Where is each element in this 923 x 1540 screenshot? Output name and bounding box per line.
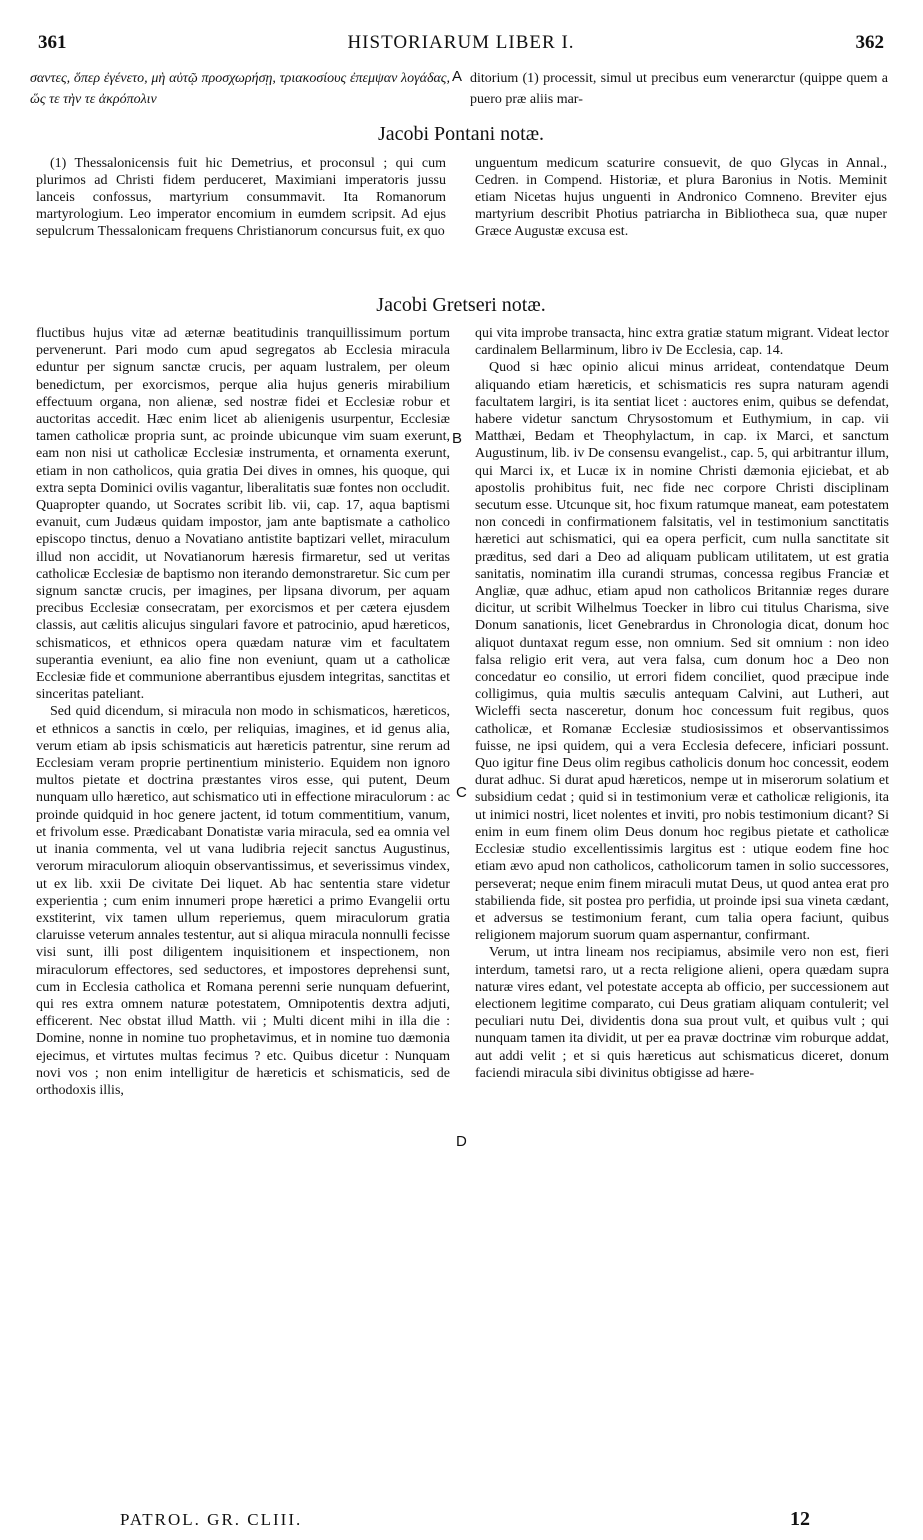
footer-sheet-number: 12 bbox=[790, 1508, 810, 1530]
margin-letter-a: A bbox=[452, 68, 463, 85]
margin-letter-b: B bbox=[452, 430, 463, 447]
pontani-notes-right bbox=[475, 155, 887, 240]
paragraph: Verum, ut intra lineam nos recipiamus, absimile vero non est, fieri interdum, tametsi raro, ut a recta religione alieni, opera quædam supra naturæ vires edant, vel potestate accepta ab officio, per successionem aut electionem legitime comparato, cui Deus gratiam aliquam contulerit; vel peculiari nutu Dei, dividentis dona sua prout vult, et quibus vult ; qui nunquam tamen ita dividit, ut per ea pravæ doctrinæ vim roburque addat, aut addi velit ; et si quis hæreticus aut schismaticus diceret, donum faciendi miracula sibi divinitus obtigisse ad hære- bbox=[475, 945, 889, 1081]
page-number-right: 362 bbox=[855, 32, 884, 53]
gretseri-notes-left bbox=[36, 325, 450, 1099]
pontani-note-text: unguentum medicum scaturire consuevit, de quo Glycas in Annal., Cedren. in Compend. Historiæ, et plura Baronius in Notis. Meminit etiam Nicetas hujus unguenti in Andronico Comneno. Breviter ejus martyrium describit Photius patriarcha in Bibliotheca sua, quæ nuper Græce Augustæ excusa est. bbox=[475, 156, 887, 239]
running-title: HISTORIARUM LIBER I. bbox=[347, 32, 575, 53]
pontani-heading: Jacobi Pontani notæ. bbox=[377, 123, 545, 145]
paragraph: fluctibus hujus vitæ ad æternæ beatitudinis tranquillissimum portum pervenerunt. Pari modo cum apud segregatos ab Ecclesia miracula eduntur per signum sanctæ crucis, per aquam lustralem, per oleum benedictum, per exorcismos, perque alia hujus generis mirabilium effectuum organa, non alienæ, sed nostræ fidei et Ecclesiæ robur et auctoritas accedit. Hæc enim licet ab alienigenis usurpentur, Ecclesiæ tamen catholicæ propria sunt, ac proinde ubicunque vim suam exerunt, eam non nisi ut catholicæ Ecclesiæ instrumenta, et ornamenta exerunt, etiam in non catholicos, quia gratia Dei dives in omnes, his quoque, qui extra septa Dominici ovilis vagantur, liberalitatis suæ fontes non occludit. Quapropter quando, ut Socrates scribit lib. vii, cap. 17, aqua baptismi evanuit, cum Judæus quidam impostor, jam ante baptismate a catholico episcopo tinctus, denuo a Novatiano antistite baptizari vellet, miraculum illud non accidit, ut Novatianorum hæresis firmaretur, sed ut veritas catholicæ Ecclesiæ de baptismo non iterando demonstraretur. Sic cum per signum sanctæ crucis, per imagines, per lipsana divorum, per aquam precibus Ecclesiæ consecratam, per exorcismos et per cætera ejusdem classis, aut cælitis alicujus singulari favore et patrocinio, apud hæreticos, schismaticos, et ethnicos opera quædam naturæ vim et facultatem superantia eveniunt, ea alio fine non eveniunt, quam ut a catholicæ Ecclesiæ fide et communione aberrantibus ejusdem integritas, sanctitas et sinceritas pateliant. bbox=[36, 326, 450, 703]
gretseri-notes-right bbox=[475, 325, 889, 1082]
margin-letter-c: C bbox=[456, 784, 467, 801]
greek-text: σαντες, ὅπερ ἐγένετο, μὴ αὐτῷ προσχωρήσῃ, τριακοσίους ἐπεμψαν λογάδας, ὥς τε τὴν τε ἀκρόπολιν bbox=[30, 71, 450, 107]
paragraph: Sed quid dicendum, si miracula non modo in schismaticos, hæreticos, et ethnicos a sanctis in cœlo, per reliquias, imagines, et id genus alia, verum etiam ab ipsis schismaticis aut hæreticis patrentur, sine rerum ad Ecclesiam veram propriе pertinentium ministerio. Equidem non ignoro multos pietate et doctrina præstantes viros esse, qui putent, Deum nunquam ullo hæretico, aut schismatico uti in effectione miraculorum : ac proinde quidquid in hoc genere jactent, id totum commentitium, vanum, et frivolum esse. Prædicabant Donatistæ varia miracula, sed ea omnia vel ut inania commenta, vel ut vana ludibria rejecit sanctus Augustinus, verorum miraculorum alioquin observantissimus, et severissimus vindex, ut ex lib. xxii De civitate Dei liquet. Ab hac sententia stare videtur experientia ; cum enim innumeri prope hæretici a primo Evangelii ortu exstiterint, vix tamen ullum reperiemus, quem miraculorum gratia claruisse veterum annales testentur, aut si aliqua miracula nonnulli fecisse visi sunt, illi post diligentem inquisitionem et inspectionem, non miraculorum effectores, sed seductores, et impostores deprehensi sunt, cum in Ecclesia catholica et Romana perenni serie nunquam defuerint, qui res extra omnem naturæ potestatem, Omnipotentis dextra adjuti, efficerent. Nec obstat illud Matth. vii ; Multi dicent mihi in illa die : Domine, nonne in nomine tuo prophetavimus, et in nomine tuo dæmonia ejecimus, et virtutes multas fecimus ? etc. Quibus dicetur : Nunquam novi vos ; non enim intelligitur de hæreticis et schismaticis, sed de orthodoxis illis, bbox=[36, 704, 450, 1098]
pontani-note-text: (1) Thessalonicensis fuit hic Demetrius, et proconsul ; qui cum plurimos ad Christi fidem perduceret, Maximiani imperatoris jussu lanceis confossus, martyrium consummavit. Ita Romanorum martyrologium. Leo imperator encomium in eumdem scripsit. Ad ejus sepulcrum Thessalonicam frequens Christianorum concursus fuit, ex quo bbox=[36, 156, 446, 239]
gretseri-heading: Jacobi Gretseri notæ. bbox=[376, 294, 546, 316]
page-number-left: 361 bbox=[38, 32, 67, 53]
footer-signature: PATROL. GR. CLIII. bbox=[120, 1510, 303, 1529]
latin-translation: ditorium (1) processit, simul ut precibus eum venerarctur (quippe quem a puero præ aliis mar- bbox=[470, 71, 888, 107]
margin-letter-d: D bbox=[456, 1133, 467, 1150]
paragraph: qui vita improbe transacta, hinc extra gratiæ statum migrant. Videat lector cardinalem Bellarminum, libro iv De Ecclesia, cap. 14. bbox=[475, 326, 889, 359]
pontani-notes-left bbox=[36, 155, 446, 240]
paragraph: Quod si hæc opinio alicui minus arrideat, contendatque Deum aliquando etiam hæreticis, et schismaticis res supra naturam agendi facultatem largiri, is ita sentiat licet : auctores enim, quibus se defendat, habere videtur sanctum Chrysostomum et Euthymium, in cap. vii Matthæi, Bedam et Theophylactum, in cap. ix Marci, et sanctum Augustinum, lib. iv De consensu evangelist., cap. 5, qui arbitrantur illum, qui Marci ix, et Lucæ ix in nomine Christi dæmonia ejiciebat, et ab apostolis prohibitus fuit, nec fide nec corpore Christi disciplinam secutum esse. Utcunque sit, hoc fixum ratumque maneat, eam potestatem non concedi in confirmationem falsitatis, vel in testimonium sanctitatis hæretici aut schismatici, qui ea opera perficit, cum nulla sanctitate sit præditus, sed dari a Deo ad aliquam publicam utilitatem, ut est gratia sanitatis, nominatim illa curandi strumas, concessa regibus Franciæ et Angliæ, quæ adhuc, etiam apud non catholicos Britanniæ reges durare dicitur, ut scribit Wilhelmus Toecker in libro cui titulus Charisma, sive Donum sanationis, licet Genebrardus in Chronologia dicat, donum hoc aliquot duntaxat regum esse, non omnium. Sed sit omnium : non ideo falsa religio erit vera, aut vera falsa, cum donum hoc a Deo non concedatur eo consilio, ut errori fidem conciliet, quod præcipue inde colligimus, quia multis sæculis antequam Calvini, aut Lutheri, aut Wicleffi secta nasceretur, donum hoc concessum fuit regibus, quos catholicæ, et Romanæ Ecclesiæ studiosissimos et observantissimos fuisse, ne ipsi quidem, qui a vera Ecclesia defecere, inficiari possunt. Quo igitur fine Deus olim regibus catholicis donum hoc concessit, eodem durat adhuc. Si durat apud hæreticos, nempe ut in miserorum solatium et subsidium cedat ; quid si in testimonium veræ et catholicæ religionis, ita ut inimici nostri, licet nolentes et inviti, pro nobis testimonium dicant? Si enim in eum finem olim Deus donum hoc regibus pietate et catholicæ Ecclesiæ studio excellentissimis largitus est : utique eodem fine hoc etiam ævo apud non catholicos, catholicorum tamen in solio successores, perseverat; neque enim finem miraculi mutat Deus, ut quod antea erat pro stabilienda fide, sit postea pro perfidia, ut proinde ipsi sua vineta cædant, et adversus se testimonium ferant, cum talia opera faciunt, quibus religionem majorum suorum quam aspernantur, confirmant. bbox=[475, 360, 889, 944]
running-header bbox=[30, 32, 892, 60]
